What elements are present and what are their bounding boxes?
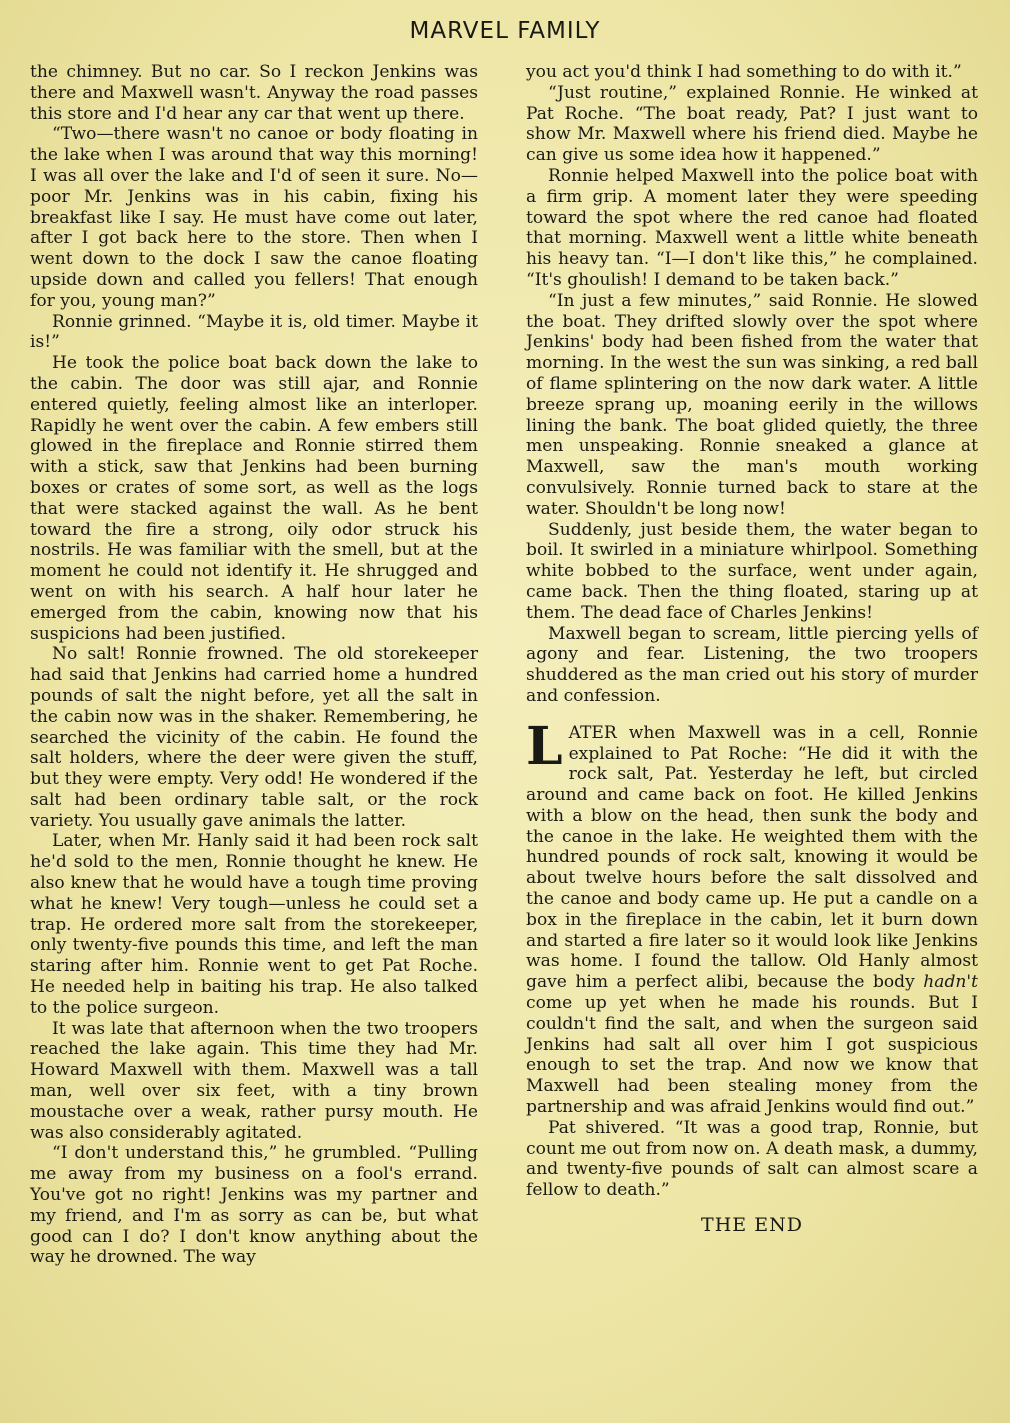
paragraph: He took the police boat back down the lake to the cabin. The door was still ajar, and Ronnie entered quietly, feeling almost like an interloper. Rapidly he went over the cabin. A few embers still glowed in the fireplace and Ronnie stirred them with a stick, saw that Jenkins had been burning boxes or crates of some sort, as well as the logs that were stacked against the wall. As he bent toward the fire a strong, oily odor struck his nostrils. He was familiar with the smell, but at the moment he could not identify it. He shrugged and went on with his search. A half hour later he emerged from the cabin, knowing now that his suspicions had been justified. [30, 353, 478, 644]
final-paragraph: Pat shivered. “It was a good trap, Ronnie, but count me out from now on. A death mask, a dummy, and twenty-five pounds of salt can almost scare a fellow to death.” [526, 1117, 978, 1201]
paragraph: Ronnie grinned. “Maybe it is, old timer. Maybe it is!” [30, 311, 478, 353]
left-column [30, 62, 478, 1268]
paragraph: Ronnie helped Maxwell into the police boat with a firm grip. A moment later they were speeding toward the spot where the red canoe had floated that morning. Maxwell went a little white beneath his heavy tan. “I—I don't like this,” he complained. “It's ghoulish! I demand to be taken back.” [526, 165, 978, 290]
section-break [526, 707, 978, 723]
the-end-label: THE END [701, 1214, 803, 1237]
paragraph: “Just routine,” explained Ronnie. He winked at Pat Roche. “The boat ready, Pat? I just want to show Mr. Maxwell where his friend died. Maybe he can give us some idea how it happened.” [526, 82, 978, 166]
paragraph: Suddenly, just beside them, the water began to boil. It swirled in a miniature whirlpool. Something white bobbed to the surface, went under again, came back. Then the thing floated, staring up at them. The dead face of Charles Jenkins! [526, 519, 978, 623]
paragraph: “I don't understand this,” he grumbled. “Pulling me away from my business on a fool's errand. You've got no right! Jenkins was my partner and my friend, and I'm as sorry as can be, but what good can I do? I don't know anything about the way he drowned. The way [30, 1143, 478, 1268]
paragraph: “In just a few minutes,” said Ronnie. He slowed the boat. They drifted slowly over the spot where Jenkins' body had been fished from the water that morning. In the west the sun was sinking, a red ball of flame splintering on the now dark water. A little breeze sprang up, moaning eerily in the willows lining the bank. The boat glided quietly, the three men unspeaking. Ronnie sneaked a glance at Maxwell, saw the man's mouth working convulsively. Ronnie turned back to stare at the water. Shouldn't be long now! [526, 290, 978, 519]
paragraph: “Two—there wasn't no canoe or body floating in the lake when I was around that way this morning! I was all over the lake and I'd of seen it sure. No—poor Mr. Jenkins was in his cabin, fixing his breakfast like I say. He must have come out later, after I got back here to the store. Then when I went down to the dock I saw the canoe floating upside down and called you fellers! That enough for you, young man?” [30, 124, 478, 311]
paragraph: you act you'd think I had something to do with it.” [526, 62, 962, 82]
paragraph: the chimney. But no car. So I reckon Jenkins was there and Maxwell wasn't. Anyway the road passes this store and I'd hear any car that went up there. [30, 62, 478, 124]
paragraph: It was late that afternoon when the two troopers reached the lake again. This time they had Mr. Howard Maxwell with them. Maxwell was a tall man, well over six feet, with a tiny brown moustache over a weak, rather pursy mouth. He was also considerably agitated. [30, 1018, 478, 1143]
paragraph: No salt! Ronnie frowned. The old storekeeper had said that Jenkins had carried home a hundred pounds of salt the night before, yet all the salt in the cabin now was in the shaker. Remembering, he searched the vicinity of the cabin. He found the salt holders, where the deer were given the stuff, but they were empty. Very odd! He wondered if the salt had been ordinary table salt, or the rock variety. You usually gave animals the latter. [30, 644, 478, 831]
paragraph: Later, when Mr. Hanly said it had been rock salt he'd sold to the men, Ronnie thought he knew. He also knew that he would have a tough time proving what he knew! Very tough—unless he could set a trap. He ordered more salt from the storekeeper, only twenty-five pounds this time, and left the man staring after him. Ronnie went to get Pat Roche. He needed help in baiting his trap. He also talked to the police surgeon. [30, 831, 478, 1018]
emphasized-word: hadn't [923, 972, 978, 993]
paragraph: Maxwell began to scream, little piercing yells of agony and fear. Listening, the two troopers shuddered as the man cried out his story of murder and confession. [526, 623, 978, 706]
right-column [526, 62, 978, 1236]
page-header: MARVEL FAMILY [409, 18, 601, 44]
later-paragraph [526, 715, 978, 1118]
later-text-end: come up yet when he made his rounds. But I couldn't find the salt, and when the surgeon said Jenkins had salt all over him I got suspicious enough to set the trap. And now we know that Maxwell had been stealing money from the partnership and was afraid Jenkins would find out.” [526, 993, 978, 1118]
drop-cap: L [526, 715, 563, 777]
later-text-start: ATER when Maxwell was in a cell, Ronnie explained to Pat Roche: “He did it with the rock salt, Pat. Yesterday he left, but circled around and came back on foot. He killed Jenkins with a blow on the head, then sunk the body and the canoe in the lake. He weighted them with the hundred pounds of rock salt, knowing it would be about twelve hours before the salt dissolved and the canoe and body came up. He put a candle on a box in the fireplace in the cabin, let it burn down and started a fire later so it would look like Jenkins was home. I found the tallow. Old Hanly almost gave him a perfect alibi, because the body [526, 722, 978, 993]
